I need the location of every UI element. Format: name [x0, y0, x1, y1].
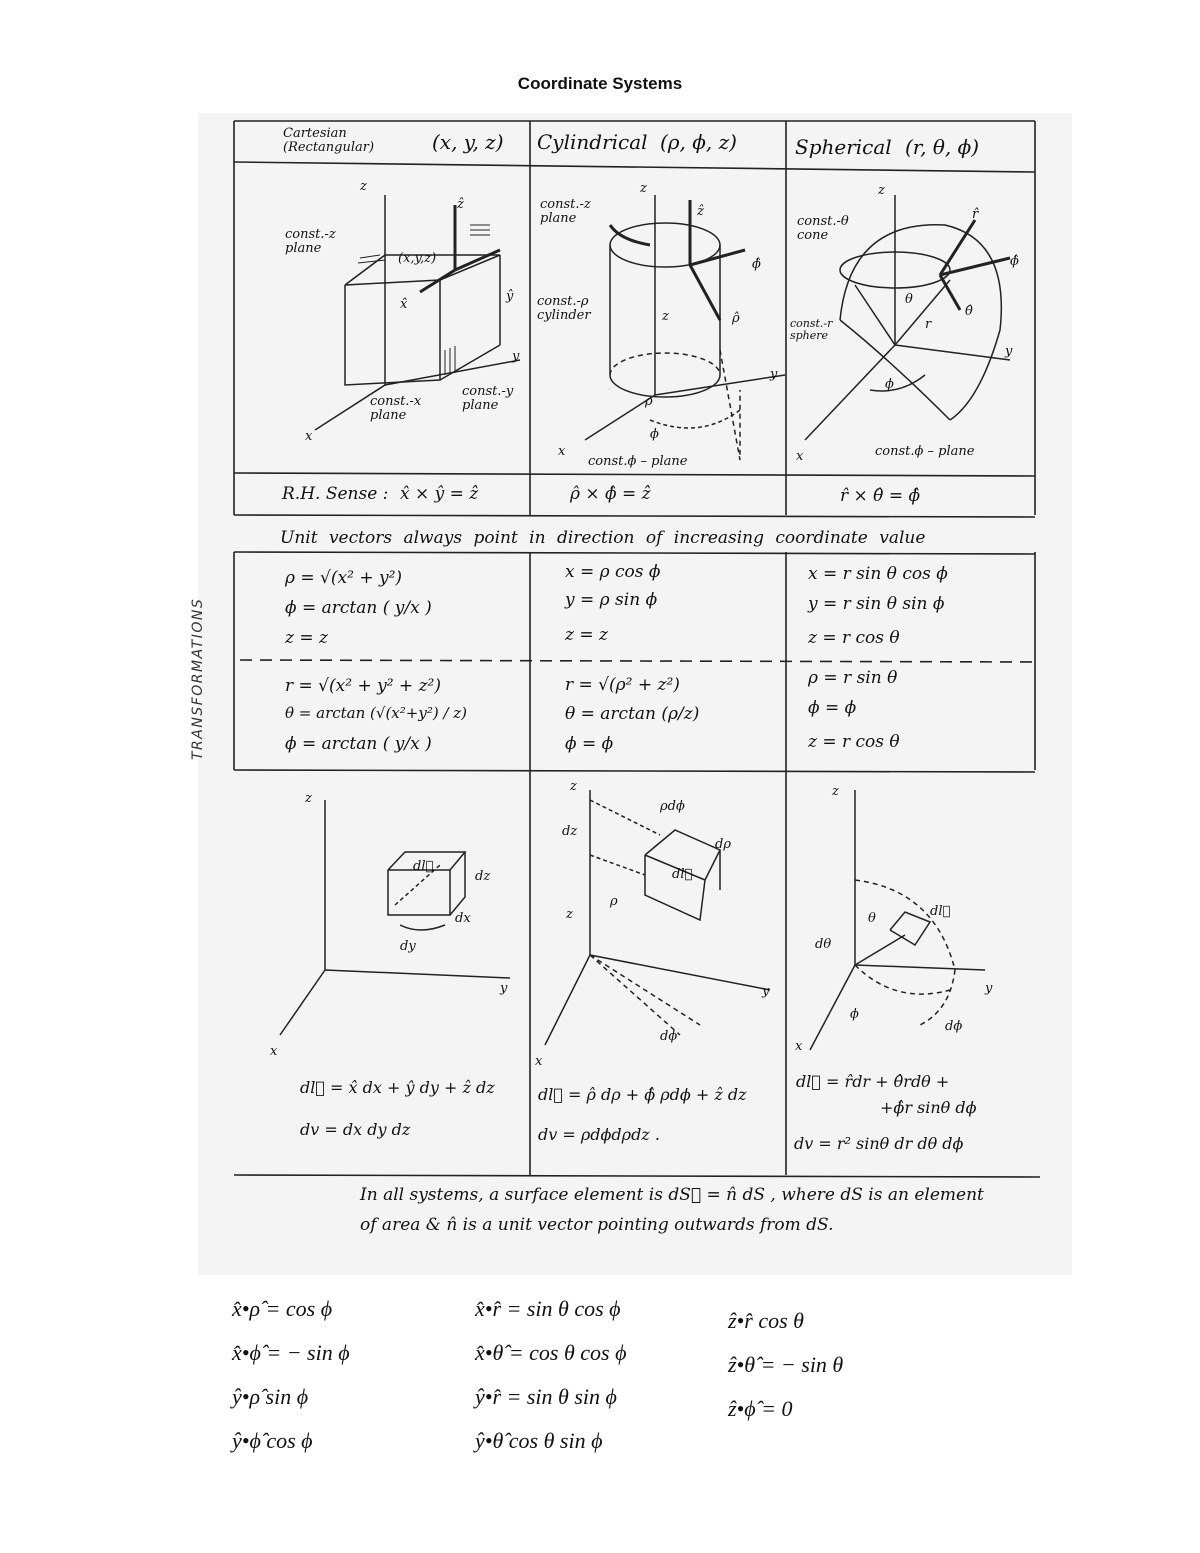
cyl-rhohat-label: ρ̂	[732, 311, 740, 326]
transform-cyl-4: r = √(ρ² + z²)	[565, 675, 680, 695]
sph-elem-y-axis: y	[985, 981, 993, 996]
element-cart-dv: dv = dx dy dz	[300, 1120, 411, 1139]
dot-product: ŷ•ϕ̂ cos ϕ	[232, 1428, 313, 1453]
element-sph-dl-cont: +ϕ̂r sinθ dϕ	[880, 1098, 977, 1117]
cylindrical-element-diagram	[545, 790, 770, 1045]
transform-sph-1: x = r sin θ cos ϕ	[808, 564, 948, 584]
transform-cyl-3: z = z	[565, 625, 608, 645]
cyl-elem-dphi: dϕ	[660, 1029, 678, 1044]
sph-y-axis-label: y	[1005, 344, 1013, 359]
sph-const-theta-label: const.-θ cone	[797, 214, 849, 243]
cyl-y-axis-label: y	[770, 367, 778, 382]
sph-rhat-label: r̂	[972, 207, 979, 222]
dot-product: ŷ•ρ̂ sin ϕ	[232, 1384, 309, 1409]
cyl-elem-dl: dl⃗	[672, 867, 693, 882]
header-cylindrical-name: Cylindrical	[537, 130, 648, 154]
transform-cyl-2: y = ρ sin ϕ	[565, 590, 658, 610]
cyl-elem-z-axis: z	[570, 779, 577, 794]
transform-cart-3: z = z	[285, 628, 328, 648]
cyl-x-axis-label: x	[558, 444, 566, 459]
transform-cart-6: ϕ = arctan ( y/x )	[285, 734, 432, 754]
header-spherical-name: Spherical	[795, 135, 892, 159]
cyl-phi-label: ϕ	[650, 427, 659, 442]
dot-product: x̂•ρ̂ = cos ϕ	[232, 1296, 333, 1321]
cyl-phihat-label: ϕ̂	[752, 257, 761, 272]
cyl-rho-label: ρ	[645, 394, 653, 409]
cart-yhat-label: ŷ	[506, 289, 514, 304]
cyl-elem-rho: ρ	[610, 894, 618, 909]
cartesian-element-diagram	[280, 800, 510, 1035]
sph-thetahat-label: θ̂	[965, 304, 973, 319]
surface-element-note: In all systems, a surface element is dS⃗ = n̂ dS , where dS is an element of area & n̂ is a unit vector pointing outwards from dS.	[360, 1185, 984, 1235]
sph-x-axis-label: x	[796, 449, 804, 464]
cyl-zhat-label: ẑ	[697, 204, 704, 219]
page-title: Coordinate Systems	[517, 74, 683, 93]
dot-product: x̂•r̂ = sin θ cos ϕ	[475, 1296, 621, 1321]
transform-cart-5: θ = arctan (√(x²+y²) / z)	[285, 704, 468, 722]
transform-sph-5: ϕ = ϕ	[808, 698, 857, 718]
cart-elem-dx: dx	[455, 911, 471, 926]
header-cylindrical-coords: (ρ, ϕ, z)	[660, 130, 737, 154]
dot-product: x̂•θ̂ = cos θ cos ϕ	[475, 1340, 627, 1365]
transform-cyl-1: x = ρ cos ϕ	[565, 562, 661, 582]
sph-elem-phi: ϕ	[850, 1007, 859, 1022]
sph-phi-label: ϕ	[885, 377, 894, 392]
header-cartesian-coords: (x, y, z)	[432, 130, 504, 154]
rh-sense-spherical: r̂ × θ̂ = ϕ̂	[840, 486, 921, 506]
cart-const-x-label: const.-x plane	[370, 394, 422, 423]
sph-phihat-label: ϕ̂	[1010, 254, 1019, 269]
sph-r-label: r	[925, 317, 932, 332]
dot-product: ẑ•θ̂ = − sin θ	[728, 1352, 844, 1377]
cart-z-axis-label: z	[360, 179, 367, 194]
transform-cyl-6: ϕ = ϕ	[565, 734, 614, 754]
cart-elem-dz: dz	[475, 869, 491, 884]
element-cart-dl: dl⃗ = x̂ dx + ŷ dy + ẑ dz	[300, 1078, 495, 1097]
element-sph-dl: dl⃗ = r̂dr + θ̂rdθ +	[796, 1072, 950, 1091]
sph-elem-theta: θ	[868, 911, 876, 926]
cart-const-y-label: const.-y plane	[462, 384, 514, 413]
header-cartesian-name: Cartesian (Rectangular)	[283, 126, 375, 155]
cart-elem-x-axis: x	[270, 1044, 278, 1059]
transform-cart-2: ϕ = arctan ( y/x )	[285, 598, 432, 618]
transform-sph-3: z = r cos θ	[808, 628, 900, 648]
element-cyl-dv: dv = ρdϕdρdz .	[538, 1125, 660, 1144]
cyl-elem-z: z	[566, 907, 573, 922]
dot-products-col-3	[728, 1308, 843, 1440]
element-sph-dv: dv = r² sinθ dr dθ dϕ	[794, 1134, 964, 1153]
transform-cyl-5: θ = arctan (ρ/z)	[565, 704, 700, 724]
dot-products-col-1	[232, 1296, 350, 1472]
sph-elem-dphi: dϕ	[945, 1019, 963, 1034]
dot-product: x̂•ϕ̂ = − sin ϕ	[232, 1340, 350, 1365]
header-spherical-coords: (r, θ, ϕ)	[905, 135, 980, 159]
cart-elem-z-axis: z	[305, 791, 312, 806]
cyl-elem-y-axis: y	[762, 984, 770, 999]
cyl-elem-rhodphi: ρdϕ	[660, 799, 685, 814]
cyl-z-label: z	[662, 309, 669, 324]
sph-theta-label: θ	[905, 292, 913, 307]
cyl-const-z-label: const.-z plane	[540, 197, 591, 226]
rh-sense-cylindrical: ρ̂ × ϕ̂ = ẑ	[570, 484, 651, 504]
cart-x-axis-label: x	[305, 429, 313, 444]
sph-elem-z-axis: z	[832, 784, 839, 799]
cart-elem-dy: dy	[400, 939, 416, 954]
cyl-z-axis-label: z	[640, 181, 647, 196]
cart-point-label: (x,y,z)	[398, 251, 437, 266]
sph-z-axis-label: z	[878, 183, 885, 198]
transformations-side-label: TRANSFORMATIONS	[190, 597, 206, 760]
sph-elem-x-axis: x	[795, 1039, 803, 1054]
dot-product: ẑ•ϕ̂ = 0	[728, 1396, 793, 1421]
unit-vector-note: Unit vectors always point in direction of increasing coordinate value	[280, 528, 926, 548]
sph-const-r-label: const.-r sphere	[790, 317, 833, 342]
cart-zhat-label: ẑ	[457, 197, 464, 212]
cyl-elem-x-axis: x	[535, 1054, 543, 1069]
rh-sense-cartesian: x̂ × ŷ = ẑ	[400, 484, 479, 504]
spherical-element-diagram	[810, 790, 985, 1050]
rh-sense-label: R.H. Sense :	[282, 484, 389, 504]
cyl-elem-dz: dz	[562, 824, 578, 839]
sph-const-phi-label: const.ϕ – plane	[875, 444, 975, 459]
dot-products-col-2	[475, 1296, 626, 1472]
sph-elem-dtheta: dθ	[815, 937, 832, 952]
cyl-const-rho-label: const.-ρ cylinder	[537, 294, 591, 323]
cart-elem-dl: dl⃗	[413, 859, 434, 874]
dot-product: ẑ•r̂ cos θ	[728, 1308, 804, 1333]
cart-xhat-label: x̂	[400, 297, 408, 312]
transform-sph-6: z = r cos θ	[808, 732, 900, 752]
transform-cart-1: ρ = √(x² + y²)	[285, 568, 403, 588]
transform-sph-2: y = r sin θ sin ϕ	[808, 594, 945, 614]
dot-product: ŷ•r̂ = sin θ sin ϕ	[475, 1384, 617, 1409]
cart-const-z-label: const.-z plane	[285, 227, 336, 256]
cylindrical-diagram	[585, 195, 785, 460]
dot-product: ŷ•θ̂ cos θ sin ϕ	[475, 1428, 603, 1453]
transform-sph-4: ρ = r sin θ	[808, 668, 898, 688]
cart-elem-y-axis: y	[500, 981, 508, 996]
cyl-const-phi-label: const.ϕ – plane	[588, 454, 688, 469]
cart-y-axis-label: y	[512, 349, 520, 364]
element-cyl-dl: dl⃗ = ρ̂ dρ + ϕ̂ ρdϕ + ẑ dz	[538, 1085, 747, 1104]
cyl-elem-drho: dρ	[715, 837, 731, 852]
transform-cart-4: r = √(x² + y² + z²)	[285, 676, 441, 696]
sph-elem-dl: dl⃗	[930, 904, 951, 919]
